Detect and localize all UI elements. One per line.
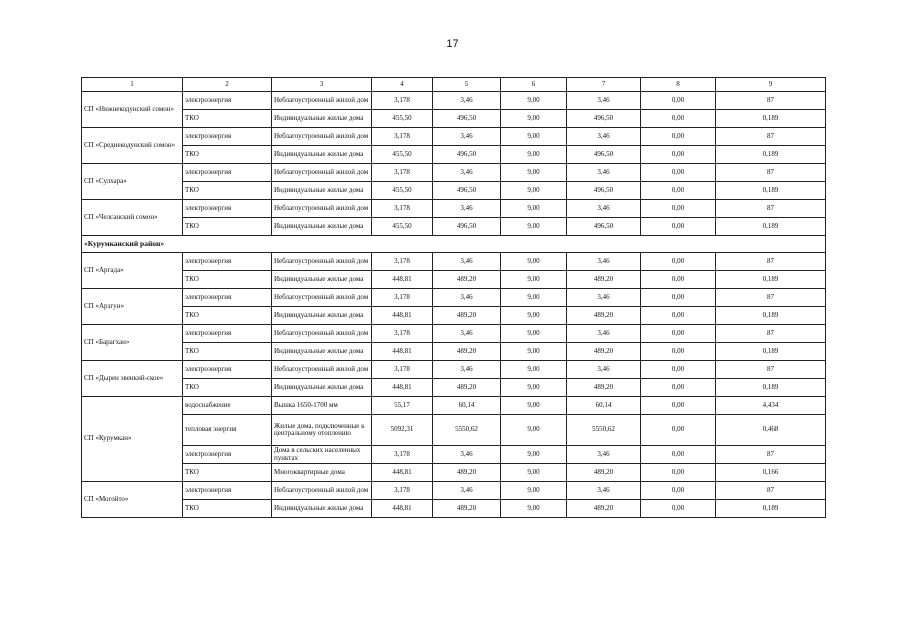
value-cell: 0,00	[641, 164, 716, 182]
value-cell: 60,14	[567, 397, 641, 415]
value-cell: 87	[716, 361, 826, 379]
value-cell: 496,50	[567, 182, 641, 200]
settlement-cell: СП «Могойто»	[82, 482, 183, 518]
settlement-cell: СП «Нижнекодунский сомон»	[82, 92, 183, 128]
value-cell: 87	[716, 253, 826, 271]
value-cell: 496,50	[567, 218, 641, 236]
value-cell: 0,00	[641, 464, 716, 482]
value-cell: 496,50	[567, 110, 641, 128]
value-cell: 489,20	[433, 271, 501, 289]
page-number: 17	[446, 38, 459, 50]
resource-cell: электроэнергия	[183, 482, 272, 500]
value-cell: 489,20	[567, 307, 641, 325]
section-row	[82, 236, 826, 253]
value-cell: 0,00	[641, 446, 716, 464]
resource-cell: электроэнергия	[183, 325, 272, 343]
value-cell: 3,178	[372, 128, 433, 146]
value-cell: 5550,62	[433, 415, 501, 446]
table-row	[82, 307, 826, 325]
value-cell: 489,20	[433, 379, 501, 397]
value-cell: 489,20	[567, 343, 641, 361]
value-cell: 0,189	[716, 218, 826, 236]
value-cell: 5092,31	[372, 415, 433, 446]
value-cell: 9,00	[501, 271, 567, 289]
value-cell: 496,50	[567, 146, 641, 164]
value-cell: 3,46	[567, 200, 641, 218]
resource-cell: электроэнергия	[183, 446, 272, 464]
value-cell: 3,178	[372, 253, 433, 271]
table-row	[82, 343, 826, 361]
value-cell: 448,81	[372, 343, 433, 361]
value-cell: 3,178	[372, 482, 433, 500]
value-cell: 9,00	[501, 218, 567, 236]
value-cell: 455,50	[372, 218, 433, 236]
settlement-cell: СП «Дырен эвенкий-ское»	[82, 361, 183, 397]
settlement-cell: СП «Курумкан»	[82, 397, 183, 482]
value-cell: 87	[716, 325, 826, 343]
value-cell: 0,189	[716, 307, 826, 325]
value-cell: 0,189	[716, 182, 826, 200]
resource-cell: электроэнергия	[183, 92, 272, 110]
value-cell: 9,00	[501, 253, 567, 271]
value-cell: 9,00	[501, 164, 567, 182]
object-cell: Неблагоустроенный жилой дом	[272, 164, 372, 182]
value-cell: 0,00	[641, 500, 716, 518]
value-cell: 3,46	[567, 128, 641, 146]
value-cell: 0,00	[641, 379, 716, 397]
value-cell: 3,46	[433, 200, 501, 218]
value-cell: 9,00	[501, 307, 567, 325]
value-cell: 0,189	[716, 110, 826, 128]
settlement-cell: СП «Аргада»	[82, 253, 183, 289]
column-number: 3	[272, 78, 372, 92]
value-cell: 448,81	[372, 379, 433, 397]
value-cell: 0,189	[716, 379, 826, 397]
header-row	[82, 78, 826, 92]
column-number: 2	[183, 78, 272, 92]
object-cell: Индивидуальные жилые дома	[272, 343, 372, 361]
resource-cell: ТКО	[183, 307, 272, 325]
tariff-table	[81, 77, 826, 518]
table-row	[82, 146, 826, 164]
table-row	[82, 128, 826, 146]
value-cell: 489,20	[567, 379, 641, 397]
value-cell: 9,00	[501, 464, 567, 482]
value-cell: 0,00	[641, 200, 716, 218]
resource-cell: ТКО	[183, 218, 272, 236]
object-cell: Индивидуальные жилые дома	[272, 271, 372, 289]
value-cell: 60,14	[433, 397, 501, 415]
value-cell: 489,20	[433, 307, 501, 325]
resource-cell: ТКО	[183, 500, 272, 518]
column-number: 7	[567, 78, 641, 92]
value-cell: 3,46	[433, 361, 501, 379]
resource-cell: водоснабжение	[183, 397, 272, 415]
value-cell: 3,46	[433, 325, 501, 343]
table-row	[82, 379, 826, 397]
value-cell: 0,00	[641, 110, 716, 128]
value-cell: 3,46	[567, 92, 641, 110]
value-cell: 0,468	[716, 415, 826, 446]
table-row	[82, 218, 826, 236]
value-cell: 0,166	[716, 464, 826, 482]
resource-cell: электроэнергия	[183, 289, 272, 307]
object-cell: Индивидуальные жилые дома	[272, 500, 372, 518]
value-cell: 3,178	[372, 289, 433, 307]
value-cell: 9,00	[501, 415, 567, 446]
object-cell: Многоквартирные дома	[272, 464, 372, 482]
value-cell: 3,178	[372, 361, 433, 379]
settlement-cell: СП «Арзгун»	[82, 289, 183, 325]
object-cell: Неблагоустроенный жилой дом	[272, 361, 372, 379]
value-cell: 9,00	[501, 500, 567, 518]
value-cell: 0,00	[641, 128, 716, 146]
value-cell: 3,46	[567, 361, 641, 379]
value-cell: 0,00	[641, 146, 716, 164]
value-cell: 489,20	[567, 500, 641, 518]
resource-cell: электроэнергия	[183, 361, 272, 379]
value-cell: 3,46	[567, 253, 641, 271]
value-cell: 489,20	[433, 343, 501, 361]
value-cell: 87	[716, 200, 826, 218]
column-number: 8	[641, 78, 716, 92]
value-cell: 0,189	[716, 343, 826, 361]
value-cell: 3,46	[433, 164, 501, 182]
value-cell: 448,81	[372, 271, 433, 289]
value-cell: 9,00	[501, 361, 567, 379]
column-number: 9	[716, 78, 826, 92]
table-row	[82, 200, 826, 218]
value-cell: 496,50	[433, 110, 501, 128]
value-cell: 87	[716, 128, 826, 146]
settlement-cell: СП «Сулхара»	[82, 164, 183, 200]
column-number: 6	[501, 78, 567, 92]
value-cell: 0,00	[641, 343, 716, 361]
value-cell: 55,17	[372, 397, 433, 415]
value-cell: 3,46	[567, 164, 641, 182]
object-cell: Жилые дома, подключенные к центральному отоплению	[272, 415, 372, 446]
resource-cell: ТКО	[183, 271, 272, 289]
resource-cell: ТКО	[183, 146, 272, 164]
object-cell: Неблагоустроенный жилой дом	[272, 482, 372, 500]
resource-cell: ТКО	[183, 182, 272, 200]
value-cell: 9,00	[501, 110, 567, 128]
value-cell: 5550,62	[567, 415, 641, 446]
value-cell: 3,46	[433, 289, 501, 307]
resource-cell: ТКО	[183, 343, 272, 361]
value-cell: 3,46	[567, 289, 641, 307]
value-cell: 489,20	[567, 271, 641, 289]
value-cell: 9,00	[501, 92, 567, 110]
section-title: «Курумканский район»	[82, 236, 826, 253]
table-row	[82, 92, 826, 110]
value-cell: 3,46	[433, 482, 501, 500]
table-row	[82, 164, 826, 182]
value-cell: 87	[716, 164, 826, 182]
value-cell: 0,00	[641, 361, 716, 379]
object-cell: Неблагоустроенный жилой дом	[272, 92, 372, 110]
value-cell: 496,50	[433, 182, 501, 200]
object-cell: Индивидуальные жилые дома	[272, 307, 372, 325]
value-cell: 455,50	[372, 182, 433, 200]
value-cell: 496,50	[433, 146, 501, 164]
value-cell: 489,20	[433, 500, 501, 518]
table-row	[82, 482, 826, 500]
value-cell: 87	[716, 446, 826, 464]
value-cell: 455,50	[372, 146, 433, 164]
resource-cell: ТКО	[183, 464, 272, 482]
value-cell: 0,00	[641, 415, 716, 446]
object-cell: Индивидуальные жилые дома	[272, 218, 372, 236]
value-cell: 9,00	[501, 446, 567, 464]
table-row	[82, 446, 826, 464]
table-row	[82, 110, 826, 128]
value-cell: 448,81	[372, 307, 433, 325]
table-row	[82, 361, 826, 379]
table-row	[82, 271, 826, 289]
value-cell: 3,46	[567, 446, 641, 464]
table-row	[82, 182, 826, 200]
value-cell: 489,20	[433, 464, 501, 482]
value-cell: 489,20	[567, 464, 641, 482]
table-row	[82, 325, 826, 343]
value-cell: 3,178	[372, 164, 433, 182]
value-cell: 0,00	[641, 92, 716, 110]
value-cell: 0,00	[641, 182, 716, 200]
value-cell: 9,00	[501, 200, 567, 218]
value-cell: 3,178	[372, 92, 433, 110]
object-cell: Индивидуальные жилые дома	[272, 182, 372, 200]
value-cell: 0,00	[641, 271, 716, 289]
object-cell: Индивидуальные жилые дома	[272, 146, 372, 164]
resource-cell: электроэнергия	[183, 164, 272, 182]
value-cell: 9,00	[501, 343, 567, 361]
settlement-cell: СП «Среднекодунский сомон»	[82, 128, 183, 164]
object-cell: Индивидуальные жилые дома	[272, 379, 372, 397]
object-cell: Неблагоустроенный жилой дом	[272, 325, 372, 343]
value-cell: 9,00	[501, 482, 567, 500]
value-cell: 0,00	[641, 289, 716, 307]
value-cell: 0,00	[641, 482, 716, 500]
resource-cell: ТКО	[183, 379, 272, 397]
value-cell: 455,50	[372, 110, 433, 128]
value-cell: 3,178	[372, 200, 433, 218]
column-number: 5	[433, 78, 501, 92]
value-cell: 3,178	[372, 325, 433, 343]
value-cell: 3,46	[433, 128, 501, 146]
table-row	[82, 500, 826, 518]
object-cell: Неблагоустроенный жилой дом	[272, 289, 372, 307]
value-cell: 9,00	[501, 146, 567, 164]
value-cell: 3,46	[567, 482, 641, 500]
value-cell: 0,189	[716, 146, 826, 164]
value-cell: 448,81	[372, 500, 433, 518]
settlement-cell: СП «Барагхан»	[82, 325, 183, 361]
resource-cell: электроэнергия	[183, 128, 272, 146]
value-cell: 4,434	[716, 397, 826, 415]
value-cell: 9,00	[501, 379, 567, 397]
value-cell: 9,00	[501, 397, 567, 415]
value-cell: 9,00	[501, 325, 567, 343]
settlement-cell: СП «Челсанский сомон»	[82, 200, 183, 236]
value-cell: 3,46	[433, 92, 501, 110]
table-row	[82, 397, 826, 415]
column-number: 1	[82, 78, 183, 92]
object-cell: Индивидуальные жилые дома	[272, 110, 372, 128]
resource-cell: электроэнергия	[183, 200, 272, 218]
column-number: 4	[372, 78, 433, 92]
object-cell: Вышка 1650-1700 мм	[272, 397, 372, 415]
resource-cell: тепловая энергия	[183, 415, 272, 446]
value-cell: 0,00	[641, 397, 716, 415]
value-cell: 448,81	[372, 464, 433, 482]
table-row	[82, 289, 826, 307]
object-cell: Неблагоустроенный жилой дом	[272, 200, 372, 218]
value-cell: 3,178	[372, 446, 433, 464]
value-cell: 87	[716, 482, 826, 500]
resource-cell: ТКО	[183, 110, 272, 128]
value-cell: 0,00	[641, 307, 716, 325]
value-cell: 87	[716, 289, 826, 307]
value-cell: 87	[716, 92, 826, 110]
value-cell: 9,00	[501, 128, 567, 146]
table-row	[82, 253, 826, 271]
value-cell: 0,00	[641, 253, 716, 271]
object-cell: Неблагоустроенный жилой дом	[272, 128, 372, 146]
value-cell: 496,50	[433, 218, 501, 236]
value-cell: 0,189	[716, 271, 826, 289]
value-cell: 9,00	[501, 182, 567, 200]
object-cell: Неблагоустроенный жилой дом	[272, 253, 372, 271]
value-cell: 3,46	[433, 446, 501, 464]
value-cell: 0,189	[716, 500, 826, 518]
table-row	[82, 415, 826, 446]
table-row	[82, 464, 826, 482]
value-cell: 3,46	[567, 325, 641, 343]
value-cell: 3,46	[433, 253, 501, 271]
value-cell: 0,00	[641, 325, 716, 343]
value-cell: 0,00	[641, 218, 716, 236]
object-cell: Дома в сельских населенных пунктах	[272, 446, 372, 464]
resource-cell: электроэнергия	[183, 253, 272, 271]
value-cell: 9,00	[501, 289, 567, 307]
